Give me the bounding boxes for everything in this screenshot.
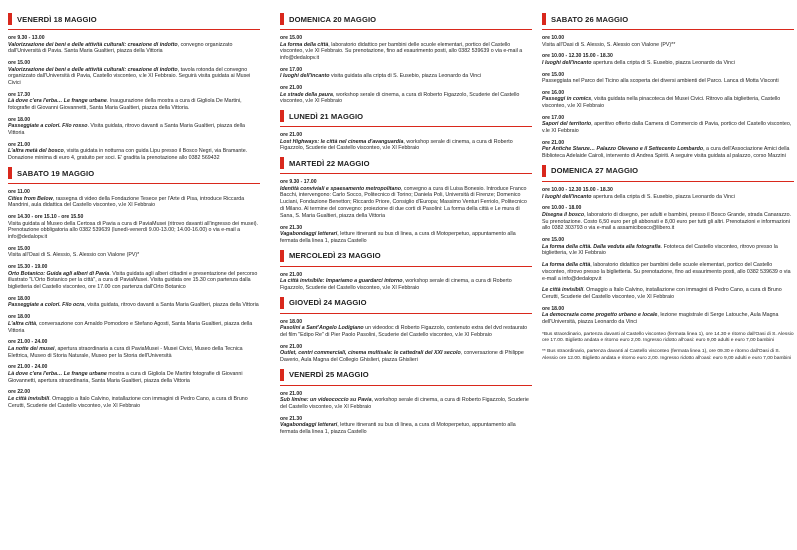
day-heading xyxy=(8,167,260,179)
event-description: apertura della cripta di S. Eusebio, piazza Leonardo da Vinci xyxy=(591,193,735,200)
event-time: ore 21.30 xyxy=(280,415,303,422)
event-time: ore 14.30 - ore 15.10 - ore 15.50 xyxy=(8,214,84,221)
event-time: ore 21.00 xyxy=(280,85,303,92)
event-entry xyxy=(280,391,532,411)
day-section xyxy=(280,13,532,105)
day-divider xyxy=(8,183,260,184)
event-time: ore 21.00 - 24.00 xyxy=(8,339,48,346)
day-marker xyxy=(542,165,546,177)
event-description: Passeggiata nel Parco del Ticino alla scoperta dei diversi ambienti del Parco. Lanca di Motta Visconti xyxy=(542,78,779,85)
day-heading xyxy=(542,165,794,177)
event-entry xyxy=(280,319,532,339)
day-section xyxy=(542,165,794,326)
event-time: ore 21.00 xyxy=(280,132,303,139)
event-time: ore 18.00 xyxy=(8,295,31,302)
day-marker xyxy=(542,13,546,25)
event-time: ore 18.00 xyxy=(8,314,31,321)
event-entry xyxy=(542,140,794,160)
event-time: ore 17.30 xyxy=(8,91,31,98)
event-title: Per Antiche Stanze… Palazzo Olevano e il Settecento Lombardo xyxy=(542,146,704,153)
event-time: ore 15.30 - 19.00 xyxy=(8,264,48,271)
event-time: ore 22.00 xyxy=(8,389,31,396)
event-entry xyxy=(542,72,794,85)
event-entry xyxy=(280,67,532,80)
event-title: Vagabondaggi letterari xyxy=(280,231,338,238)
day-title: MARTEDÌ 22 MAGGIO xyxy=(289,158,370,168)
event-time: ore 17.00 xyxy=(542,114,565,121)
event-time: ore 10.00 - 12.30 15.00 - 18.30 xyxy=(542,53,613,60)
day-title: GIOVEDÌ 24 MAGGIO xyxy=(289,298,367,308)
day-title: SABATO 19 MAGGIO xyxy=(17,168,95,178)
event-title: I luoghi dell'incanto xyxy=(542,193,592,200)
day-title: SABATO 26 MAGGIO xyxy=(551,14,629,24)
event-description: , letture itineranti su bus di linea, a cura di Motoperpetuo, appuntamento alla fermata della linea 1, piazza Castello xyxy=(280,231,516,244)
day-section xyxy=(280,110,532,152)
event-title: Passeggiate a colori. Filo ocra xyxy=(8,302,85,309)
event-entry xyxy=(8,92,260,112)
event-time: ore 9.30 - 17.00 xyxy=(280,179,317,186)
event-entry xyxy=(542,115,794,135)
footnote: *Bus straordinario, partenza davanti al Castello visconteo (fermata linea 1), ore 14.30 e ritorno dall'Oasi di S. Alessio ore 17.00. Biglietto andata e ritorno euro 2,00. Ingresso ridotto all'oasi: euro 9,00 adulti e euro 7,00 bambini xyxy=(542,332,794,344)
event-title: L'altra città xyxy=(8,320,37,327)
event-description: , lezione magistrale di Serge Latouche, Aula Magna dell'Università, piazza Leonardo da Vinci xyxy=(542,312,779,326)
event-entry xyxy=(8,142,260,162)
event-title: I luoghi dell'incanto xyxy=(542,59,592,66)
event-title: La notte dei musei xyxy=(8,345,55,352)
event-description: mostra a cura di Gigliola De Martini fotografie di Giovanni Giovannetti, apertura straordinaria, Santa Maria Gualtieri, piazza della Vittoria xyxy=(8,370,243,384)
event-entry xyxy=(8,389,260,409)
program-column-3 xyxy=(542,10,794,367)
event-entry xyxy=(542,205,794,232)
event-description: Visita all'Oasi di S. Alessio, S. Alessio con Vialone (PV)** xyxy=(542,41,676,48)
day-heading xyxy=(280,297,532,309)
program-column-1 xyxy=(8,10,260,414)
event-entry xyxy=(280,416,532,436)
day-divider xyxy=(542,29,794,30)
event-description: , a cura dell'Associazione Amici della Biblioteca Adelaide Cairoli, intervento di Andrea Spiriti. A seguire visita guidata al palazzo, corso Mazzini xyxy=(542,146,790,160)
event-entry xyxy=(542,53,794,66)
event-description: , convegno organizzato dall'Università di Pavia. Santa Maria Gualtieri, piazza della Vittoria xyxy=(8,41,233,55)
event-entry xyxy=(542,306,794,326)
day-title: MERCOLEDÌ 23 MAGGIO xyxy=(289,251,381,261)
event-description: , conversazione con Arnaldo Pomodoro e Stefano Agosti, Santa Maria Gualtieri, piazza della Vittoria xyxy=(8,320,253,334)
event-time: ore 17.00 xyxy=(280,66,303,73)
event-description: , letture itineranti su bus di linea, a cura di Motoperpetuo, appuntamento alla fermata della linea 1, piazza Castello xyxy=(280,422,516,436)
event-description: , tavola rotonda del convegno organizzato dall'Università di Pavia, Castello visconteo, v.le XI Febbraio. Seguirà visita guidata ai Musei Civici xyxy=(8,66,251,87)
day-section xyxy=(280,250,532,292)
event-description: , workshop serale di cinema, a cura di Roberto Figazzolo, Scuderie del Castello visconteo, v.le XI Febbraio xyxy=(280,397,529,410)
event-description: . Omaggio a Italo Calvino, installazione con immagini di Pedro Cano, a cura di Bruno Cerutti, Scuderie del Castello visconteo, v.le XI Febbraio xyxy=(542,287,782,301)
day-divider xyxy=(280,29,532,30)
day-section xyxy=(280,157,532,244)
event-title: Cities from Below xyxy=(8,195,53,202)
event-entry xyxy=(280,344,532,364)
day-marker xyxy=(280,110,284,122)
event-entry xyxy=(8,35,260,55)
event-description: un videodoc di Roberto Figazzolo, contenuto extra del dvd restaurato del film "Edipo Re" di Pier Paolo Pasolini, Scuderie del Castello visconteo, v.le XI Febbraio xyxy=(280,325,528,338)
day-divider xyxy=(280,266,532,267)
event-entry xyxy=(8,246,260,259)
event-description: , conversazione di Philippe Daverio, Aula Magna del Collegio Ghislieri, piazza Ghislieri xyxy=(280,350,524,363)
event-description: , rassegna di video della Fondazione Tesece per l'Arte di Pisa, introduce Riccarda Mandrini, aula didattica del Castello visconteo, v.le XI Febbraio xyxy=(8,195,245,209)
event-time: ore 18.00 xyxy=(8,116,31,123)
day-divider xyxy=(280,313,532,314)
event-title: Là dove c'era l'erba… Le frange urbane xyxy=(8,370,107,377)
event-title: Passeggiate a colori. Filo rosso xyxy=(8,123,88,130)
event-title: Le città invisibili xyxy=(8,395,50,402)
event-description: , aperitivo offerto dalla Camera di Commercio di Pavia, portico del Castello visconteo, v.le XI Febbraio xyxy=(542,121,792,135)
event-title: Sapori del territorio xyxy=(542,121,592,128)
event-entry xyxy=(8,60,260,87)
event-time: ore 9.30 - 13.00 xyxy=(8,35,45,41)
event-title: Sub limine: un videococcio su Pavia xyxy=(280,397,372,404)
event-time: ore 16.00 xyxy=(542,89,565,96)
day-divider xyxy=(280,385,532,386)
event-time: ore 21.00 xyxy=(280,343,303,350)
day-marker xyxy=(280,297,284,309)
event-entry xyxy=(542,262,794,282)
day-section xyxy=(8,13,260,162)
event-title: La forma della città. Dalla veduta alla fotografia xyxy=(542,243,661,250)
day-divider xyxy=(280,126,532,127)
day-section xyxy=(280,369,532,436)
day-title: DOMENICA 27 MAGGIO xyxy=(551,166,639,176)
day-heading xyxy=(280,369,532,381)
event-title: Passeggi in comics xyxy=(542,96,592,103)
event-description: , visita guidata nella pinacoteca dei Musei Civici. Ritrovo alla biglietteria, Castello visconteo, v.le XI Febbraio xyxy=(542,96,781,110)
event-entry xyxy=(280,179,532,219)
event-entry xyxy=(8,296,260,309)
event-description: , workshop serale di cinema, a cura di Roberto Figazzolo, Scuderie del Castello visconteo, v.le XI Febbraio xyxy=(280,138,513,152)
event-title: Là dove c'era l'erba… Le frange urbane xyxy=(8,98,107,105)
event-entry xyxy=(542,187,794,200)
event-time: ore 21.00 xyxy=(8,141,31,148)
event-entry xyxy=(280,272,532,292)
event-time: ore 21.00 xyxy=(280,271,303,278)
event-title: Le strade della paura xyxy=(280,91,333,98)
event-entry xyxy=(280,85,532,105)
event-time: ore 10.00 - 12.30 15.00 - 18.30 xyxy=(542,186,613,193)
event-description: . Omaggio a Italo Calvino, installazione con immagini di Pedro Cano, a cura di Bruno Cerutti, Scuderie del Castello visconteo, v.le XI Febbraio xyxy=(8,395,248,409)
event-entry xyxy=(8,339,260,359)
event-entry xyxy=(542,35,794,48)
event-title: La democrazia come progetto urbano e locale xyxy=(542,312,658,319)
event-description: , laboratorio didattico per bambini delle scuole elementari, portico del Castello visconteo, v.le XI Febbraio. Su prenotazione, fino ad esaurimento posti, allo 0382 539639 o via e-mail a info@dedalopv.it xyxy=(280,41,523,62)
event-title: Valorizzazione dei beni e delle attività culturali: creazione di indotto xyxy=(8,41,178,48)
event-entry xyxy=(280,35,532,62)
event-title: Disegna il bosco xyxy=(542,211,585,218)
event-description: , laboratorio didattico per bambini delle scuole elementari, portico del Castello visconteo, ritrovo presso la biglietteria. Su prenotazione, fino ad esaurimento posti, allo 0382 539639 o via e-mail a info@dedalopv.it xyxy=(542,262,791,282)
event-time: ore 15.00 xyxy=(8,60,31,67)
day-marker xyxy=(8,167,12,179)
day-marker xyxy=(280,157,284,169)
day-divider xyxy=(280,173,532,174)
program-column-2 xyxy=(280,10,532,441)
event-description: , workshop serale di cinema, a cura di Roberto Figazzolo, Scuderie del Castello visconteo, v.le XI Febbraio xyxy=(280,91,520,105)
day-title: VENERDÌ 18 MAGGIO xyxy=(17,14,97,24)
event-title: La città invisibile: Impariamo a guardarci intorno xyxy=(280,278,403,285)
event-title: Outlet, centri commerciali, cinema multisala: le cattedrali del XXI secolo xyxy=(280,350,461,357)
event-title: Valorizzazione dei beni e delle attività culturali: creazione di indotto xyxy=(8,66,178,73)
event-entry xyxy=(8,364,260,384)
event-time: ore 21.00 xyxy=(280,390,303,397)
day-marker xyxy=(8,13,12,25)
event-description: apertura della cripta di S. Eusebio, piazza Leonardo da Vinci xyxy=(591,59,735,66)
event-description: , convegno a cura di Luisa Bonesio. Introduce Franco Bacchi, intervengono: Carlo Socco, Politecnico di Torino; Daniela Poli, Università di Firenze; Domenico Luciani, Fondazione Benetton; Riccardo Priore, Consiglio d'Europa; Massimo Venturi Ferriolo, Politecnico di Milano. Al termine del convegno: proiezione di due corti di Pasolini: La forma della città e Le mura di Sana, S. Maria Gualtieri, piazza della Vittoria xyxy=(280,185,527,219)
event-title: Lost Highways: le città nel cinema d'avanguardia xyxy=(280,138,404,145)
event-time: ore 21.00 - 24.00 xyxy=(8,364,48,371)
event-description: , workshop serale di cinema, a cura di Roberto Figazzolo, Scuderie del Castello visconteo, v.le XI Febbraio xyxy=(280,278,512,291)
event-time: ore 18.00 xyxy=(542,305,565,312)
footnote: ** Bus straordinario, partenza davanti al Castello visconteo (fermata linea 1), ore 09.30 e ritorno dall'Oasi di S. Alessio ore 12.00. Biglietto andata e ritorno euro 2,00. Ingresso ridotto all'oasi: euro 9,00 adulti e euro 7,00 bambini xyxy=(542,349,792,361)
event-description: Visita guidata al Museo della Certosa di Pavia a cura di PaviaMusei (ritrovo davanti all'ingresso dei musei). Prenotazione obbligatoria allo 0382 539639 (lunedì-venerdì 9.00-13.00; 14.00-16.00) o via e-mail a info@dedalopv.it xyxy=(8,220,258,241)
day-title: LUNEDÌ 21 MAGGIO xyxy=(289,111,364,121)
event-entry xyxy=(280,225,532,245)
day-title: DOMENICA 20 MAGGIO xyxy=(289,14,377,24)
event-entry xyxy=(8,264,260,291)
day-heading xyxy=(280,250,532,262)
day-marker xyxy=(280,369,284,381)
event-description: , visita guidata in notturna con guida Lipu presso il Bosco Negri, via Bramante. Donazione minima di euro 4, gratuito per soci. E' gradita la prenotazione allo 0382 569432 xyxy=(8,148,248,162)
event-description: , apertura straordinaria a cura di PaviaMusei - Musei Civici, Museo della Tecnica Elettrica, Museo di Storia Naturale, Museo per la Storia dell'Università xyxy=(8,345,243,359)
event-description: . Visita guidata, ritrovo davanti a Santa Maria Gualtieri, piazza della Vittoria xyxy=(8,123,245,137)
day-section xyxy=(280,297,532,364)
event-time: ore 18.00 xyxy=(280,318,303,325)
event-time: ore 11.00 xyxy=(8,189,30,195)
event-description: . Visita guidata agli alberi cittadini e presentazione del percorso illustrato "L'Orto Botanico per la città", a cura di PaviaMusei. Visita guidata ore 15.30 con partenza dalla biglietteria del Castello visconteo, ore 17.00 con partenza dall'Orto Botanico xyxy=(8,270,258,291)
day-title: VENERDÌ 25 MAGGIO xyxy=(289,370,369,380)
day-heading xyxy=(280,13,532,25)
event-description: , laboratorio di disegno, per adulti e bambini, presso il Bosco Grande, strada Canarazzo. Su prenotazione. Costo 6,50 euro per gli abbonati e 8,00 euro per tutti gli altri. Prenotazioni e informazioni allo 0382 303793 o via e-mail a assamicibosco@libero.it xyxy=(542,211,792,232)
event-entry xyxy=(8,189,260,209)
event-title: Identità conviviali e spaesamento metropolitano xyxy=(280,185,401,192)
event-description: Visita all'Oasi di S. Alessio, S. Alessio con Vialone (PV)* xyxy=(8,252,140,259)
event-description: . Inaugurazione della mostra a cura di Gigliola De Martini, fotografie di Giovanni Giovannetti, Santa Maria Gualtieri, piazza della Vittoria. xyxy=(8,98,242,112)
day-marker xyxy=(280,250,284,262)
event-description: visita guidata alla cripta di S. Eusebio, piazza Leonardo da Vinci xyxy=(329,73,482,80)
event-title: La forma della città xyxy=(280,41,329,48)
event-time: ore 15.00 xyxy=(280,35,303,41)
event-description: . Fototeca del Castello visconteo, ritrovo presso la biglietteria, v.le XI Febbraio xyxy=(542,243,778,257)
day-section xyxy=(8,167,260,409)
day-section xyxy=(542,13,794,160)
footnotes xyxy=(542,332,794,362)
day-divider xyxy=(542,181,794,182)
day-heading xyxy=(280,157,532,169)
event-time: ore 15.00 xyxy=(8,245,31,252)
event-entry xyxy=(8,117,260,137)
event-title: La forma della città xyxy=(542,262,591,269)
event-time: ore 15.00 xyxy=(542,237,565,244)
event-entry xyxy=(280,132,532,152)
event-title: Vagabondaggi letterari xyxy=(280,422,338,429)
event-description: , visita guidata, ritrovo davanti a Santa Maria Gualtieri, piazza della Vittoria xyxy=(84,302,259,309)
day-divider xyxy=(8,29,260,30)
day-heading xyxy=(542,13,794,25)
event-title: Pasolini a Sant'Angelo Lodigiano xyxy=(280,325,364,332)
event-time: ore 21.00 xyxy=(542,139,565,146)
event-title: Le città invisibili xyxy=(542,287,584,294)
event-title: Orto Botanico: Guida agli alberi di Pavia xyxy=(8,270,110,277)
event-entry xyxy=(8,314,260,334)
event-entry xyxy=(542,237,794,257)
event-entry xyxy=(542,90,794,110)
event-title: I luoghi dell'incanto xyxy=(280,73,330,80)
event-time: ore 10.00 xyxy=(542,35,565,41)
event-time: ore 21.30 xyxy=(280,224,303,231)
event-entry xyxy=(542,287,794,301)
day-marker xyxy=(280,13,284,25)
day-heading xyxy=(8,13,260,25)
event-time: ore 10.00 - 18.00 xyxy=(542,205,582,212)
day-heading xyxy=(280,110,532,122)
event-time: ore 15.00 xyxy=(542,71,565,78)
event-title: L'altra metà del bosco xyxy=(8,148,64,155)
event-entry xyxy=(8,214,260,241)
